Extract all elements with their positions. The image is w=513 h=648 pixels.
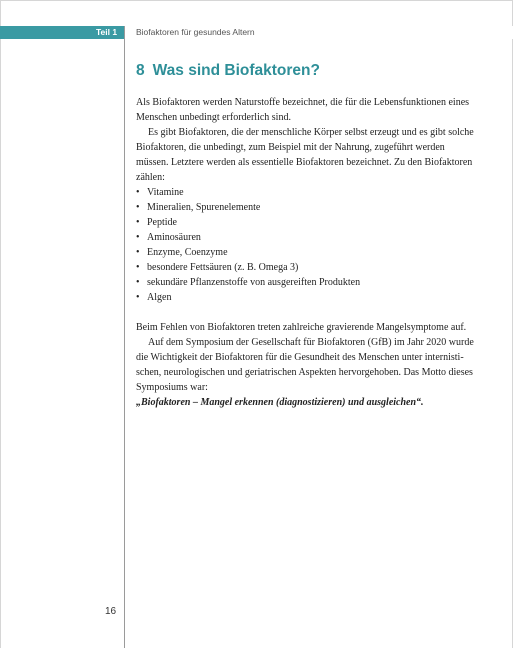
bullet-icon: • bbox=[136, 202, 140, 213]
list-item: • Mineralien, Spurenelemente bbox=[136, 202, 261, 213]
bullet-icon: • bbox=[136, 247, 140, 258]
bullet-icon: • bbox=[136, 187, 140, 198]
paragraph-symposium: Auf dem Symposium der Gesellschaft für Biofaktoren (GfB) im Jahr 2020 wurde die Wichtigkeit der Biofaktoren für die Gesundheit des Menschen unter internistischen, neurologischen und geriatrischen Aspekten hervorgehoben. Das Motto dieses Symposiums war: bbox=[136, 337, 474, 393]
part-label: Teil 1 bbox=[96, 27, 118, 37]
bullet-icon: • bbox=[136, 292, 140, 303]
list-item: • besondere Fettsäuren (z. B. Omega 3) bbox=[136, 262, 299, 273]
chapter-number: 8 bbox=[136, 62, 145, 79]
paragraph-definition: Es gibt Biofaktoren, die der menschliche Körper selbst erzeugt und es gibt solche Biofaktoren, die unbedingt, zum Beispiel mit der Nahrung, zugeführt werden müssen. Letztere werden als essentielle Biofaktoren bezeichnet. Zu den Biofaktoren zählen: bbox=[136, 127, 474, 183]
bullet-icon: • bbox=[136, 277, 140, 288]
margin-rule bbox=[124, 26, 125, 648]
list-item: • sekundäre Pflanzenstoffe von ausgereiften Produkten bbox=[136, 277, 361, 288]
page-number: 16 bbox=[105, 606, 117, 617]
bullet-icon: • bbox=[136, 232, 140, 243]
bullet-icon: • bbox=[136, 217, 140, 228]
chapter-heading bbox=[136, 62, 320, 80]
bullet-icon: • bbox=[136, 262, 140, 273]
page-border-left bbox=[0, 0, 1, 648]
list-item: • Peptide bbox=[136, 217, 177, 228]
list-item: • Algen bbox=[136, 292, 172, 303]
list-item: • Enzyme, Coenzyme bbox=[136, 247, 228, 258]
symposium-motto: „Biofaktoren – Mangel erkennen (diagnostizieren) und ausgleichen“. bbox=[136, 397, 424, 408]
paragraph-intro: Als Biofaktoren werden Naturstoffe bezeichnet, die für die Lebensfunktionen eines Menschen unbedingt erforderlich sind. bbox=[136, 97, 470, 123]
list-item: • Vitamine bbox=[136, 187, 184, 198]
list-item: • Aminosäuren bbox=[136, 232, 201, 243]
running-title: Biofaktoren für gesundes Altern bbox=[136, 27, 255, 37]
chapter-title: Was sind Biofaktoren? bbox=[152, 62, 320, 79]
page-border-top bbox=[0, 0, 513, 1]
paragraph-spacer bbox=[136, 305, 476, 320]
body-text bbox=[136, 95, 476, 410]
biofactor-list bbox=[136, 185, 476, 305]
paragraph-deficiency: Beim Fehlen von Biofaktoren treten zahlreiche gravierende Mangelsymptome auf. bbox=[136, 322, 467, 333]
